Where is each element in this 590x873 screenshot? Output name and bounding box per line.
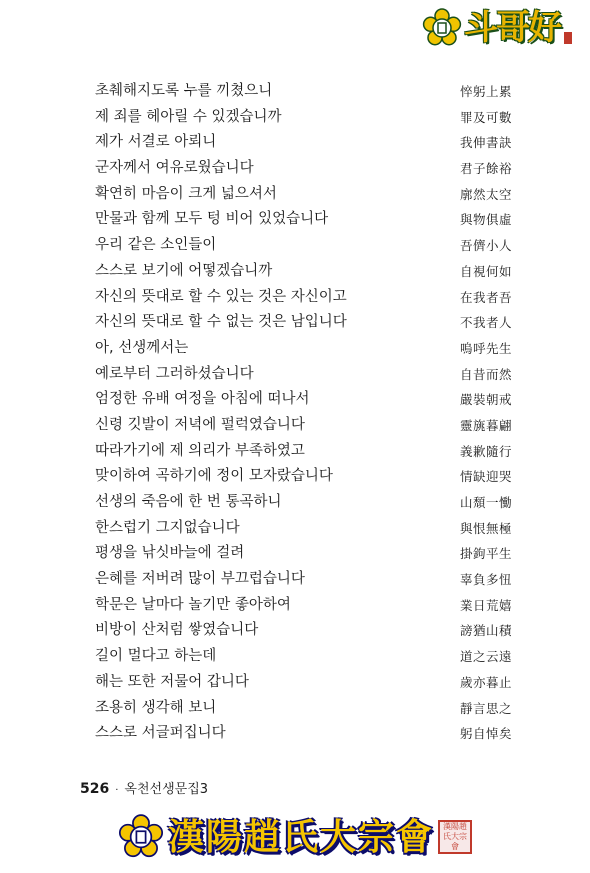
korean-translation: 해는 또한 저물어 갑니다: [95, 673, 249, 690]
hanja-original: 與恨無極: [459, 520, 512, 536]
poem-lines: [0, 79, 590, 747]
top-logo: [422, 8, 572, 48]
poem-line: [0, 618, 590, 644]
hanja-original: 躬自悼矣: [459, 726, 512, 742]
hanja-original: 罪及可數: [459, 109, 512, 125]
korean-translation: 초췌해지도록 누를 끼쳤으니: [95, 83, 273, 99]
poem-line: [0, 516, 590, 542]
korean-translation: 학문은 날마다 놀기만 좋아하여: [95, 596, 291, 613]
poem-line: [0, 464, 590, 490]
hanja-original: 嗚呼先生: [459, 340, 512, 356]
korean-translation: 평생을 낚싯바늘에 걸려: [95, 545, 245, 562]
korean-translation: 스스로 보기에 어떻겠습니까: [95, 262, 273, 279]
hanja-original: 道之云遠: [459, 649, 512, 665]
korean-translation: 은혜를 저버려 많이 부끄럽습니다: [95, 571, 305, 588]
red-seal-icon: 漢陽趙氏大宗會: [438, 820, 472, 854]
poem-line: [0, 439, 590, 465]
hanja-original: 我伸書訣: [459, 135, 512, 151]
poem-line: [0, 233, 590, 259]
korean-translation: 스스로 서글퍼집니다: [95, 725, 226, 742]
poem-line: [0, 387, 590, 413]
poem-line: [0, 413, 590, 439]
poem-line: [0, 105, 590, 131]
poem-line: [0, 79, 590, 105]
hanja-original: 業日荒嬉: [459, 597, 512, 613]
korean-translation: 자신의 뜻대로 할 수 있는 것은 자신이고: [95, 288, 347, 305]
poem-line: [0, 541, 590, 567]
korean-translation: 군자께서 여유로웠습니다: [95, 160, 254, 177]
bottom-banner: [118, 812, 472, 862]
plum-blossom-emblem-icon: [422, 8, 462, 48]
poem-line: [0, 490, 590, 516]
book-title: 옥천선생문집3: [124, 782, 209, 797]
footer-separator: ·: [115, 785, 119, 796]
korean-translation: 제가 서결로 아뢰니: [95, 134, 217, 151]
hanja-original: 自視何如: [459, 263, 512, 279]
poem-line: [0, 362, 590, 388]
poem-line: [0, 182, 590, 208]
hanja-original: 靜言思之: [459, 700, 512, 716]
hanja-original: 歲亦暮止: [459, 674, 512, 690]
korean-translation: 따라가기에 제 의리가 부족하였고: [95, 442, 305, 459]
hanja-original: 自昔而然: [459, 366, 512, 382]
poem-line: [0, 285, 590, 311]
hanja-original: 掛鉤平生: [459, 546, 512, 562]
page-number: 526: [80, 781, 110, 797]
hanja-original: 靈旐暮翩: [459, 417, 512, 433]
poem-line: [0, 336, 590, 362]
hanja-original: 辜負多忸: [459, 572, 512, 588]
korean-translation: 아, 선생께서는: [95, 339, 189, 356]
plum-blossom-emblem-icon: [118, 814, 164, 860]
hanja-original: 吾儕小人: [459, 238, 512, 254]
korean-translation: 확연히 마음이 크게 넓으셔서: [95, 185, 277, 202]
poem-line: [0, 593, 590, 619]
hanja-original: 嚴裝朝戒: [459, 392, 512, 408]
poem-line: [0, 130, 590, 156]
brand-logo-text: 斗哥好: [464, 8, 560, 48]
hanja-original: 在我者吾: [459, 289, 512, 305]
korean-translation: 조용히 생각해 보니: [95, 699, 217, 716]
poem-line: [0, 207, 590, 233]
hanja-original: 情缺迎哭: [459, 469, 512, 485]
korean-translation: 한스럽기 그지없습니다: [95, 519, 240, 536]
korean-translation: 엄정한 유배 여정을 아침에 떠나서: [95, 391, 310, 408]
korean-translation: 자신의 뜻대로 할 수 없는 것은 남입니다: [95, 314, 347, 331]
poem-line: [0, 670, 590, 696]
seal-icon: [564, 32, 572, 44]
korean-translation: 예로부터 그러하셨습니다: [95, 365, 254, 382]
korean-translation: 만물과 함께 모두 텅 비어 있었습니다: [95, 211, 329, 228]
hanja-original: 悴躬上累: [459, 84, 512, 99]
poem-line: [0, 696, 590, 722]
korean-translation: 제 죄를 헤아릴 수 있겠습니까: [95, 108, 282, 125]
korean-translation: 길이 멀다고 하는데: [95, 648, 217, 665]
page-footer: [80, 778, 208, 797]
poem-line: [0, 721, 590, 747]
poem-line: [0, 259, 590, 285]
hanja-original: 山頹一慟: [459, 495, 512, 510]
poem-line: [0, 156, 590, 182]
poem-line: [0, 310, 590, 336]
hanja-original: 不我者人: [459, 315, 512, 331]
korean-translation: 선생의 죽음에 한 번 통곡하니: [95, 494, 282, 510]
banner-title: 漢陽趙氏大宗會: [168, 816, 435, 858]
hanja-original: 與物俱虛: [459, 212, 512, 228]
poem-line: [0, 644, 590, 670]
hanja-original: 君子餘裕: [459, 161, 512, 177]
korean-translation: 신령 깃발이 저녁에 펄럭였습니다: [95, 416, 305, 433]
poem-line: [0, 567, 590, 593]
korean-translation: 우리 같은 소인들이: [95, 237, 217, 254]
hanja-original: 廓然太空: [459, 186, 512, 202]
korean-translation: 맞이하여 곡하기에 정이 모자랐습니다: [95, 468, 333, 485]
korean-translation: 비방이 산처럼 쌓였습니다: [95, 622, 259, 639]
hanja-original: 義歉隨行: [459, 443, 512, 459]
hanja-original: 謗猶山積: [459, 623, 512, 639]
